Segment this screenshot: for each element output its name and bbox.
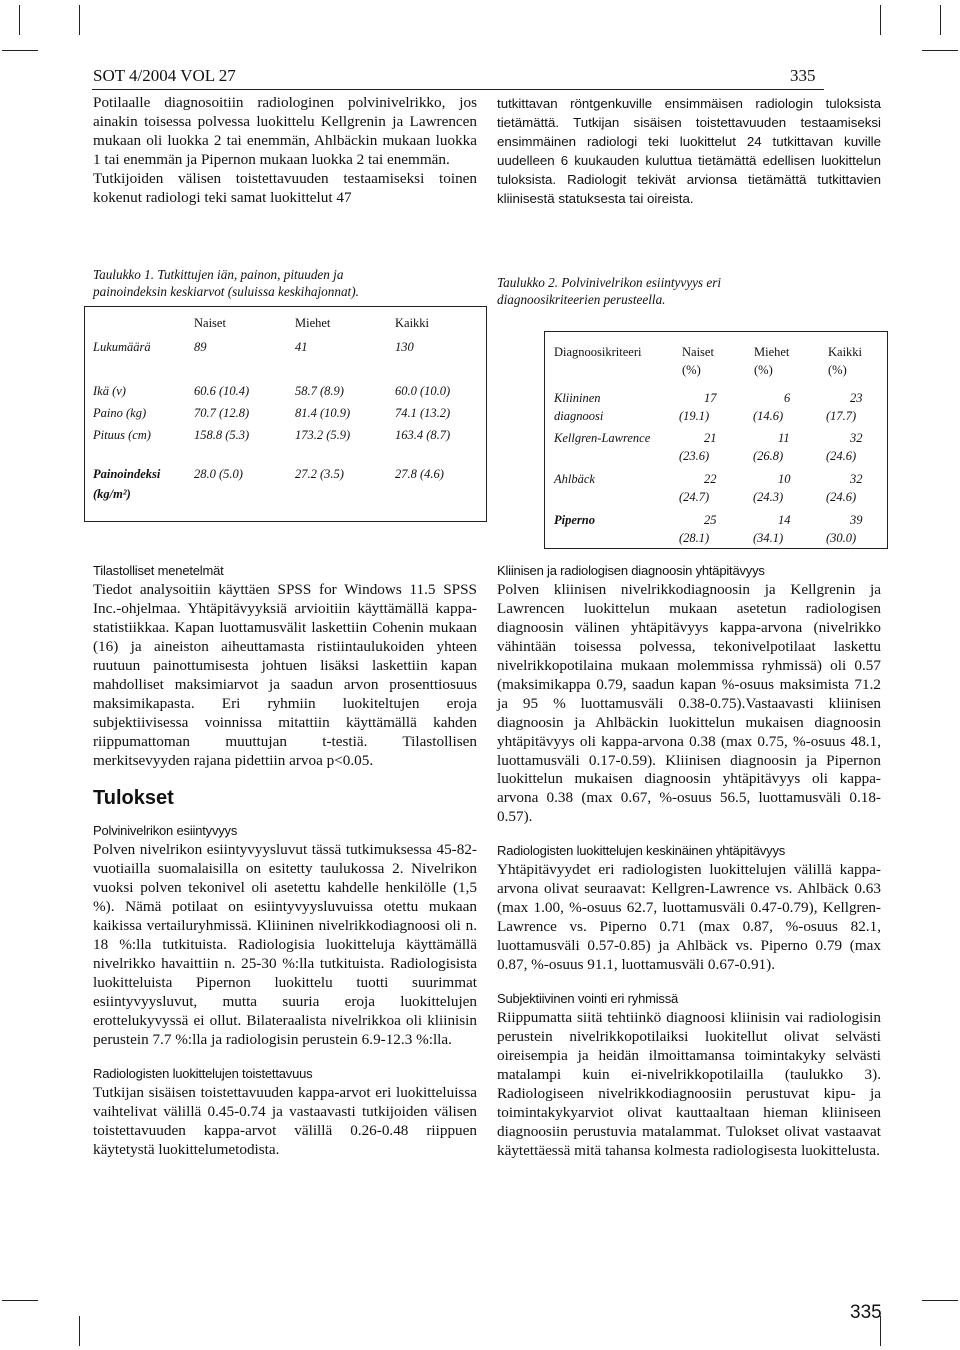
cell: 21 bbox=[704, 431, 717, 445]
crop-mark bbox=[2, 1300, 38, 1301]
cell: 6 bbox=[784, 391, 791, 405]
page-number-header: 335 bbox=[790, 66, 816, 85]
paragraph: Tiedot analysoitiin käyttäen SPSS for Windows 11.5 SPSS Inc.-ohjelmaa. Yhtäpitävyyksiä arvioitiin käyttämällä kappa-statistiikkaa. Kapan luottamusvälit laskettiin Cohenin mukaan (16) ja aineiston aiheuttamasta ristiintaulukoiden yhteen ruutuun painottumisesta johtuen lisäksi laskettiin kapan mahdolliset maksimiarvot ja saadun arvon prosenttiosuus maksimikapasta. Eri ryhmiin luokiteltujen eroja subjektiivisessa voinnissa mitattiin käyttämällä kahden riippumattoman muuttujan t-testiä. Tilastollisen merkitsevyyden rajana pidettiin arvoa p<0.05. bbox=[93, 580, 477, 769]
row-label: Kliininen bbox=[554, 391, 601, 405]
cell: 14 bbox=[778, 513, 791, 527]
crop-mark bbox=[880, 5, 881, 35]
cell: 27.2 (3.5) bbox=[295, 467, 344, 481]
crop-mark bbox=[922, 1300, 958, 1301]
crop-mark bbox=[79, 5, 80, 35]
cell: 22 bbox=[704, 472, 717, 486]
paragraph: Potilaalle diagnosoitiin radiologinen polvinivelrikko, jos ainakin toisessa polvessa luokittelu Kellgrenin ja Lawrencen mukaan oli luokka 2 tai enemmän, Ahlbäckin mukaan luokka 1 tai enemmän ja Pipernon mukaan luokka 2 tai enemmän. bbox=[93, 94, 477, 168]
row-label: Kellgren-Lawrence bbox=[554, 431, 651, 445]
cell: 27.8 (4.6) bbox=[395, 467, 444, 481]
cell: 81.4 (10.9) bbox=[295, 406, 351, 420]
row-label: Lukumäärä bbox=[93, 340, 151, 354]
cell: (30.0) bbox=[826, 531, 857, 545]
crop-mark bbox=[19, 5, 20, 35]
col-header: Naiset bbox=[682, 345, 714, 359]
section-heading: Tulokset bbox=[93, 787, 174, 810]
cell: 58.7 (8.9) bbox=[295, 384, 344, 398]
table2 bbox=[544, 331, 888, 549]
cell: (24.6) bbox=[826, 490, 857, 504]
section-subheading: Radiologisten luokittelujen keskinäinen yhtäpitävyys bbox=[497, 843, 786, 859]
section-subheading: Tilastolliset menetelmät bbox=[93, 563, 224, 578]
cell: (14.6) bbox=[753, 409, 784, 423]
section-subheading: Subjektiivinen vointi eri ryhmissä bbox=[497, 991, 679, 1007]
paragraph: Yhtäpitävyydet eri radiologisten luokittelujen välillä kappa-arvona olivat seuraavat: Kellgren-Lawrence vs. Ahlbäck 0.63 (max 1.00, %-osuus 62.7, luottamusväli 0.47-0.79), Kellgren-Lawrence vs. Piperno 0.71 (max 0.87, %-osuus 82.1, luottamusväli 0.57-0.85) ja Ahlbäck vs. Piperno 0.79 (max 0.87, %-osuus 91.1, luottamusväli 0.67-0.91). bbox=[497, 861, 881, 974]
row-label-unit: (kg/m²) bbox=[93, 487, 131, 501]
row-label: Painoindeksi bbox=[93, 467, 161, 481]
row-label: Pituus (cm) bbox=[93, 428, 151, 442]
crop-mark bbox=[2, 50, 38, 51]
paragraph: Tutkijan sisäisen toistettavuuden kappa-arvot eri luokitteluissa vaihtelivat välillä 0.45-0.74 ja vastaavasti tutkijoiden välisen toistettavuuden kappa-arvot välillä 0.26-0.48 riippuen käytetystä luokittelumetodista. bbox=[93, 1083, 477, 1158]
cell: 60.6 (10.4) bbox=[194, 384, 250, 398]
cell: (24.3) bbox=[753, 490, 784, 504]
page-number-footer: 335 bbox=[850, 1302, 882, 1323]
top-right-text bbox=[497, 94, 881, 208]
col-unit: (%) bbox=[682, 363, 701, 377]
cell: 60.0 (10.0) bbox=[395, 384, 451, 398]
col-header: Miehet bbox=[295, 316, 331, 330]
cell: 74.1 (13.2) bbox=[395, 406, 451, 420]
top-left-text bbox=[93, 94, 477, 208]
cell: 130 bbox=[395, 340, 414, 354]
table1-caption: Taulukko 1. Tutkittujen iän, painon, pituuden ja painoindeksin keskiarvot (suluissa keskihajonnat). bbox=[93, 267, 359, 299]
cell: 70.7 (12.8) bbox=[194, 406, 250, 420]
paragraph: Polven nivelrikon esiintyvyysluvut tässä tutkimuksessa 45-82-vuotiailla suomalaisilla on esitetty taulukossa 2. Nivelrikon vuoksi polven tekonivel oli asetettu kahdelle henkilölle (1,5 %). Nämä potilaat on esiintyvyysluvuissa otettu mukaan kaikissa vertailuryhmissä. Kliininen nivelrikkodiagnoosi oli n. 18 %:lla tutkituista. Radiologisia luokitteluja käyttämällä nivelrikko havaittiin n. 25-30 %:lla tutkituista. Radiologisista luokitteluista Pipernon luokittelu tuotti suurimmat esiintyvyysluvut, mutta suuria eroja luokittelujen erottelukyvyssä ei ollut. Bilateraalista nivelrikkoa oli kliinisin perustein 7.7 %:lla ja radiologisin perustein 6.9-12.3 %:lla. bbox=[93, 841, 477, 1048]
paragraph: tutkittavan röntgenkuville ensimmäisen radiologin tuloksista tietämättä. Tutkijan sisäisen toistettavuuden testaamiseksi ensimmäinen radiologi teki luokittelut 24 tutkittavan kuville uudelleen 6 kuukauden kuluttua tietämättä edellisen luokittelun tuloksista. Radiologit tekivät arvionsa tietämättä tutkittavien kliinisestä statuksesta tai oireista. bbox=[497, 96, 881, 206]
cell: 163.4 (8.7) bbox=[395, 428, 451, 442]
right-column bbox=[497, 562, 881, 1161]
paragraph: Tutkijoiden välisen toistettavuuden testaamiseksi toinen kokenut radiologi teki samat luokittelut 47 bbox=[93, 169, 477, 206]
cell: 17 bbox=[704, 391, 717, 405]
section-subheading: Polvinivelrikon esiintyvyys bbox=[93, 823, 238, 839]
cell: 11 bbox=[778, 431, 790, 445]
cell: (23.6) bbox=[679, 449, 710, 463]
section-subheading: Radiologisten luokittelujen toistettavuus bbox=[93, 1065, 313, 1081]
paragraph: Polven kliinisen nivelrikkodiagnoosin ja Kellgrenin ja Lawrencen luokittelun mukaan asetetun radiologisen diagnoosin välinen yhtäpitävyys kappa-arvona (nivelrikko vähintään toisessa polvessa, tekonivelpotilaat laskettu nivelrikkopotilaina mukaan molemmissa ryhmissä) oli 0.57 (maksimikappa 0.79, saadun kapan %-osuus maksimista 71.2 ja 95 % luottamusväli 0.38-0.75).Vastaavasti kliinisen diagnoosin ja Ahlbäckin luokittelun mukaisen diagnoosin yhtäpitävyys oli kappa-arvona 0.38 (max 0.75, %-osuus 48.1, luottamusväli 0.17-0.59). Kliinisen diagnoosin ja Pipernon luokittelun mukaisen diagnoosin yhtäpitävyys oli kappa-arvona 0.38 (max 0.67, %-osuus 56.5, luottamusväli 0.18-0.57). bbox=[497, 580, 881, 826]
cell: 32 bbox=[850, 472, 863, 486]
cell: (19.1) bbox=[679, 409, 710, 423]
cell: 25 bbox=[704, 513, 717, 527]
cell: (28.1) bbox=[679, 531, 710, 545]
crop-mark bbox=[79, 1316, 80, 1346]
left-column bbox=[93, 562, 477, 1160]
header-rule bbox=[92, 89, 824, 90]
row-label-line2: diagnoosi bbox=[554, 409, 604, 423]
cell: 23 bbox=[850, 391, 863, 405]
section-subheading: Kliinisen ja radiologisen diagnoosin yhtäpitävyys bbox=[497, 563, 765, 578]
row-label: Ahlbäck bbox=[554, 472, 595, 486]
cell: 89 bbox=[194, 340, 207, 354]
cell: 158.8 (5.3) bbox=[194, 428, 250, 442]
table2-caption: Taulukko 2. Polvinivelrikon esiintyvyys eri diagnoosikriteerien perusteella. bbox=[497, 275, 722, 307]
crop-mark bbox=[922, 50, 958, 51]
row-label: Piperno bbox=[554, 513, 595, 527]
table1 bbox=[84, 306, 487, 522]
col-header: Kaikki bbox=[828, 345, 863, 359]
cell: 41 bbox=[295, 340, 308, 354]
cell: (34.1) bbox=[753, 531, 784, 545]
cell: 173.2 (5.9) bbox=[295, 428, 351, 442]
col-header: Miehet bbox=[754, 345, 790, 359]
crop-mark bbox=[940, 5, 941, 35]
cell: (26.8) bbox=[753, 449, 784, 463]
paragraph: Riippumatta siitä tehtiinkö diagnoosi kliinisin vai radiologisin perustein nivelrikkopotilaiksi luokitellut olivat selvästi oireisempia ja heidän ilmoittamansa toimintakyky selvästi matalampi kuin ei-nivelrikkopotilailla (taulukko 3). Radiologiseen nivelrikkodiagnoosiin perustuvat kipu- ja toimintakykyarviot olivat kauttaaltaan hieman kliiniseen diagnoosiin perustuvia matalammat. Tulokset olivat vastaavat käytettäessä mitä tahansa kolmesta radiologisesta luokittelusta. bbox=[497, 1008, 881, 1159]
col-header: Kaikki bbox=[395, 316, 430, 330]
col-unit: (%) bbox=[754, 363, 773, 377]
cell: (24.7) bbox=[679, 490, 710, 504]
cell: 39 bbox=[850, 513, 863, 527]
cell: 10 bbox=[778, 472, 791, 486]
col-header: Diagnoosikriteeri bbox=[554, 345, 642, 359]
col-unit: (%) bbox=[828, 363, 847, 377]
row-label: Ikä (v) bbox=[93, 384, 126, 398]
cell: 28.0 (5.0) bbox=[194, 467, 243, 481]
cell: (17.7) bbox=[826, 409, 857, 423]
journal-header: SOT 4/2004 VOL 27 bbox=[93, 66, 236, 85]
row-label: Paino (kg) bbox=[93, 406, 147, 420]
cell: (24.6) bbox=[826, 449, 857, 463]
cell: 32 bbox=[850, 431, 863, 445]
col-header: Naiset bbox=[194, 316, 226, 330]
